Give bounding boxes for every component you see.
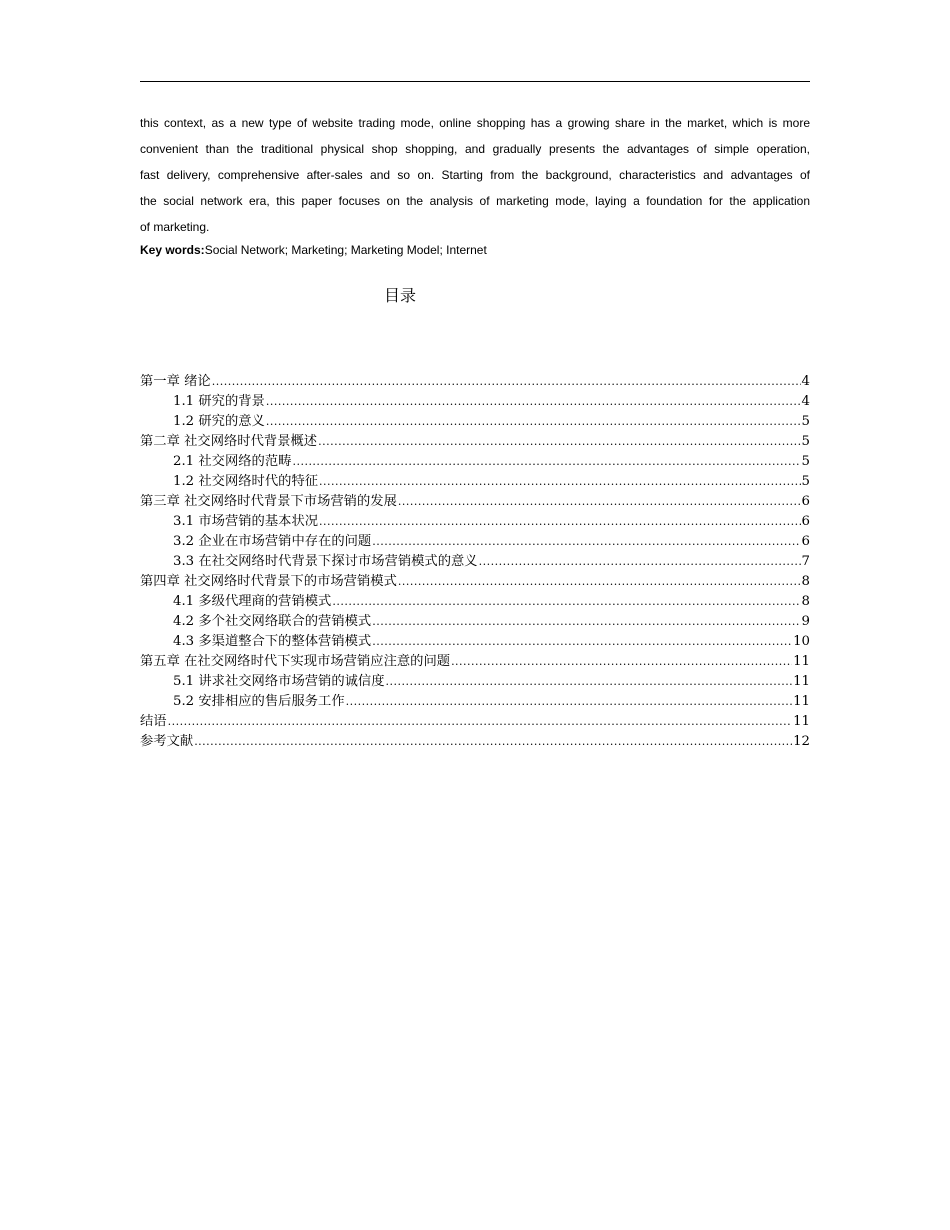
toc-entry-label: 5.2 安排相应的售后服务工作 [173, 694, 345, 709]
toc-leader-dots [168, 714, 792, 729]
toc-entry-page: 11 [793, 674, 810, 689]
abstract-line: this context, as a new type of website trading mode, online shopping has a growing share in the market, which is more [140, 116, 810, 130]
toc-leader-dots [319, 514, 800, 529]
toc-leader-dots [386, 674, 793, 689]
toc-entry-page: 5 [801, 414, 810, 429]
toc-entry-label: 结语 [140, 714, 167, 729]
toc-entry-label: 3.1 市场营销的基本状况 [173, 514, 319, 529]
keywords-text: Social Network; Marketing; Marketing Model; Internet [204, 243, 487, 257]
toc-entry-page: 11 [793, 714, 810, 729]
toc-entry[interactable] [140, 430, 810, 450]
toc-entry[interactable] [140, 670, 810, 690]
toc-entry[interactable] [140, 450, 810, 470]
toc-entry[interactable] [140, 530, 810, 550]
toc-entry[interactable] [140, 650, 810, 670]
toc-entry-label: 4.1 多级代理商的营销模式 [173, 594, 332, 609]
toc-entry-page: 7 [801, 554, 810, 569]
toc-leader-dots [372, 614, 800, 629]
toc-leader-dots [372, 534, 800, 549]
toc-entry-label: 1.1 研究的背景 [173, 394, 265, 409]
toc-leader-dots [479, 554, 801, 569]
toc-entry[interactable] [140, 690, 810, 710]
toc-entry-label: 4.3 多渠道整合下的整体营销模式 [173, 634, 372, 649]
toc-entry[interactable] [140, 590, 810, 610]
toc-leader-dots [194, 734, 792, 749]
toc-entry-label: 3.3 在社交网络时代背景下探讨市场营销模式的意义 [173, 554, 478, 569]
header-rule [140, 81, 810, 82]
toc-leader-dots [346, 694, 792, 709]
toc-entry[interactable] [140, 550, 810, 570]
toc-entry[interactable] [140, 410, 810, 430]
abstract-line: the social network era, this paper focuses on the analysis of marketing mode, laying a foundation for the application [140, 194, 810, 208]
abstract-paragraph [140, 110, 810, 240]
abstract-line: fast delivery, comprehensive after-sales and so on. Starting from the background, characteristics and advantages of [140, 168, 810, 182]
toc-entry-label: 5.1 讲求社交网络市场营销的诚信度 [173, 674, 385, 689]
abstract-line: convenient than the traditional physical shop shopping, and gradually presents the advantages of simple operation, [140, 142, 810, 156]
toc-entry-page: 6 [801, 534, 810, 549]
toc-leader-dots [212, 374, 801, 389]
toc-entry-page: 10 [793, 634, 810, 649]
toc-entry-page: 12 [793, 734, 810, 749]
toc-entry-label: 第二章 社交网络时代背景概述 [140, 434, 318, 449]
toc-entry-page: 5 [801, 474, 810, 489]
toc-entry-page: 4 [801, 374, 810, 389]
toc-entry[interactable] [140, 730, 810, 750]
table-of-contents [140, 370, 810, 750]
toc-entry-page: 5 [801, 434, 810, 449]
toc-leader-dots [398, 574, 801, 589]
toc-entry-page: 9 [801, 614, 810, 629]
toc-leader-dots [266, 394, 801, 409]
toc-leader-dots [319, 474, 800, 489]
toc-entry-label: 3.2 企业在市场营销中存在的问题 [173, 534, 372, 549]
toc-entry-label: 2.1 社交网络的范畴 [173, 454, 292, 469]
toc-entry-label: 参考文献 [140, 734, 194, 749]
toc-entry-label: 第五章 在社交网络时代下实现市场营销应注意的问题 [140, 654, 451, 669]
toc-leader-dots [398, 494, 801, 509]
toc-entry[interactable] [140, 510, 810, 530]
toc-leader-dots [451, 654, 792, 669]
toc-entry-page: 6 [801, 494, 810, 509]
toc-entry[interactable] [140, 610, 810, 630]
keywords-line [140, 240, 810, 260]
toc-entry-label: 1.2 社交网络时代的特征 [173, 474, 319, 489]
toc-leader-dots [372, 634, 792, 649]
toc-entry-label: 1.2 研究的意义 [173, 414, 265, 429]
toc-entry-page: 5 [801, 454, 810, 469]
toc-entry[interactable] [140, 710, 810, 730]
toc-entry-page: 11 [793, 694, 810, 709]
toc-entry-label: 第三章 社交网络时代背景下市场营销的发展 [140, 494, 397, 509]
toc-entry-label: 第一章 绪论 [140, 374, 211, 389]
toc-leader-dots [332, 594, 800, 609]
abstract-line: of marketing. [140, 220, 210, 234]
toc-entry[interactable] [140, 390, 810, 410]
toc-entry[interactable] [140, 490, 810, 510]
toc-entry-page: 11 [793, 654, 810, 669]
toc-entry-page: 4 [801, 394, 810, 409]
toc-entry[interactable] [140, 570, 810, 590]
toc-entry[interactable] [140, 370, 810, 390]
toc-leader-dots [318, 434, 800, 449]
toc-entry-page: 8 [801, 574, 810, 589]
toc-title: 目录 [383, 286, 416, 305]
toc-entry[interactable] [140, 630, 810, 650]
toc-entry-label: 4.2 多个社交网络联合的营销模式 [173, 614, 372, 629]
toc-entry-page: 8 [801, 594, 810, 609]
keywords-label: Key words: [140, 243, 205, 257]
toc-entry[interactable] [140, 470, 810, 490]
toc-leader-dots [266, 414, 801, 429]
toc-leader-dots [292, 454, 800, 469]
toc-entry-label: 第四章 社交网络时代背景下的市场营销模式 [140, 574, 397, 589]
toc-entry-page: 6 [801, 514, 810, 529]
